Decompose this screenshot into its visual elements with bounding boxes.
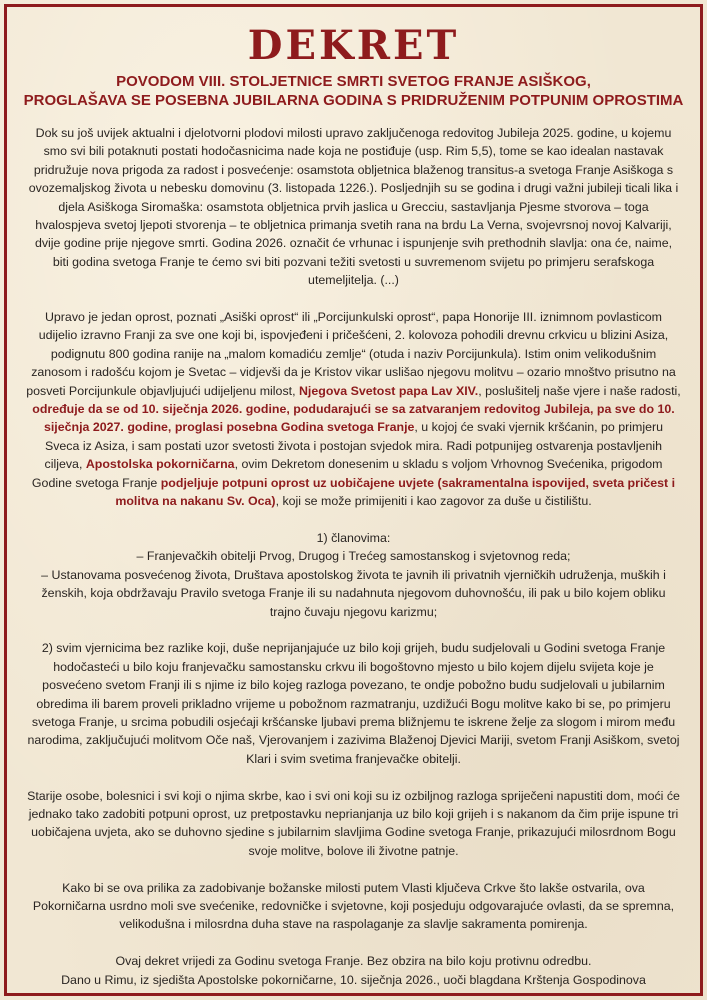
penitentiary-highlight: Apostolska pokorničarna xyxy=(85,457,235,472)
year-proclamation-highlight: određuje da se od 10. siječnja 2026. godine, podudarajući se sa zatvaranjem redovitog Jubileja, pa sve do 10. siječnja 2027. godine, proglasi posebna Godina svetoga Franje xyxy=(32,402,675,435)
indulgence-conditions-highlight: podjeljuje potpuni oprost uz uobičajene uvjete (sakramentalna ispovijed, sveta pričest i molitva na nakanu Sv. Oca) xyxy=(115,475,676,509)
paragraph-all-faithful: 2) svim vjernicima bez razlike koji, duše neprijanjajuće uz bilo koji grijeh, budu sudjelovali u Godini svetoga Franje hodočasteći u bilo koju franjevačku samostansku crkvu ili bogoštovno mjesto u bilo kojem dijelu svijeta koje je posvećeno svetom Franji ili s njime iz bilo kojeg razloga povezano, te ondje pobožno budu sudjelovali u jubilarnim obredima ili barem proveli prikladno vrijeme u pobožnom razmatranju, uzdižući Bogu molitve kako bi se, po primjeru svetoga Franje, u srcima pobudili osjećaji kršćanske ljubavi prema bližnjemu te iskrene želje za slogom i mirom među narodima, zaključujući molitvom Oče naš, Vjerovanjem i zazivima Blaženoj Djevici Mariji, svetom Franji Asiškom, svetoj Klari i svim svetima franjevačke obitelji. xyxy=(27,641,680,766)
paragraph-elderly-sick: Starije osobe, bolesnici i svi koji o njima skrbe, kao i svi oni koji su iz ozbiljnog razloga spriječeni napustiti dom, moći će jednako tako zadobiti potpuni oprost, uz pretpostavku neprianjanja uz bilo koji grijeh i s nakanom da čim prije ispune tri uobičajena uvjeta, ako se duhovno sjedine s jubilarnim slavljima Godine svetoga Franje, prikazujući milosrdnom Bogu svoje molitve, bolove ili životne patnje. xyxy=(27,788,680,858)
members-item-2: – Ustanovama posvećenog života, Društava apostolskog života te javnih ili privatnih vjerničkih udruženja, muških i ženskih, koja obdržavaju Pravilo svetoga Franje ili su nadahnuta njegovom duhovnošću, ili pak u bilo kojem obliku trajno čuvaju njegovu karizmu; xyxy=(41,567,666,619)
members-item-1: – Franjevačkih obitelji Prvog, Drugog i Trećeg samostanskog i svjetovnog reda; xyxy=(136,549,571,564)
paragraph-members xyxy=(26,529,681,621)
page-subtitle xyxy=(10,72,697,110)
decree-text-5: , koji se može primijeniti i kao zagovor za duše u čistilištu. xyxy=(275,494,592,509)
subtitle-line-1: POVODOM VIII. STOLJETNICE SMRTI SVETOG FRANJE ASIŠKOG, xyxy=(116,73,591,90)
decree-text-3: , u kojoj će svaki vjernik kršćanin, po primjeru Sveca iz Asiza, i sam postati uzor svetosti života i postojan svjedok mira. Radi potpunijeg ostvarenja postavljenih ciljeva, xyxy=(44,420,664,472)
paragraph-introduction: Dok su još uvijek aktualni i djelotvorni plodovi milosti upravo zaključenoga redovitog Jubileja 2025. godine, u kojemu smo svi bili potaknuti postati hodočasnicima nade koja ne postiđuje (usp. Rim 5,5), tome se kao idealan nastavak pridružuje nova prigoda za radost i posvećenje: osamstota obljetnica blaženog transitus-a svetoga Franje Asiškoga s ovozemaljskog života u nebesku domovinu (3. listopada 1226.). Posljednjih su se godina i drugi važni jubileji ticali lika i djela Asiškoga Siromaška: osamstota obljetnica prvih jaslica u Grecciu, sastavljanja Pjesme stvorova – toga hvalospjeva svetoj ljepoti stvorenja – te obljetnica primanja svetih rana na brdu La Verna, svojevrsnoj novoj Kalvariji, dvije godine prije njegove smrti. Godina 2026. označit će vrhunac i ispunjenje svih prethodnih slavlja: ona će, naime, biti godina svetoga Franje te ćemo svi biti pozvani težiti svetosti u suvremenom svijetu po primjeru serafskoga utemeljitelja. (...) xyxy=(28,126,679,288)
paragraph-closing xyxy=(26,952,681,989)
page-title: DEKRET xyxy=(247,22,460,69)
closing-validity: Ovaj dekret vrijedi za Godinu svetoga Franje. Bez obzira na bilo koju protivnu odredbu. xyxy=(115,954,592,969)
paragraph-priests: Kako bi se ova prilika za zadobivanje božanske milosti putem Vlasti ključeva Crkve što lakše ostvarila, ova Pokorničarna usrdno moli sve svećenike, redovničke i svjetovne, koji posjeduju odgovarajuće ovlasti, da se spremna, velikodušna i milosrdna duha stave na raspolaganje za slavlje sakramenta pomirenja. xyxy=(32,880,675,932)
decree-text-1: Upravo je jedan oprost, poznati „Asiški oprost“ ili „Porcijunkulski oprost“, papa Honorije III. iznimnom povlasticom udijelio izravno Franji za sve one koji bi, ispovjeđeni i pričešćeni, 2. kolovoza pohodili drevnu crkvicu u blizini Asiza, podignutu 800 godina ranije na „malom komadiću zemlje“ (otuda i naziv Porcijunkula). Istim onim velikodušnim zanosom i radošću kojom je Svetac – vidjevši da je Kristov vikar uslišao njegovu molitvu – ozario mnoštvo prisutno na posveti Porcijunkule objavljujući udijeljenu milost, xyxy=(26,310,676,398)
closing-date-place: Dano u Rimu, iz sjedišta Apostolske pokorničarne, 10. siječnja 2026., uoči blagdana Krštenja Gospodinova xyxy=(61,972,646,987)
pope-name-highlight: Njegova Svetost papa Lav XIV. xyxy=(298,383,479,398)
decree-text-2: , poslušitelj naše vjere i naše radosti, xyxy=(478,383,681,398)
members-heading: 1) članovima: xyxy=(316,530,391,545)
decree-text-4: , ovim Dekretom donesenim u skladu s voljom Vrhovnog Svećenika, prigodom Godine svetoga Franje xyxy=(31,457,663,490)
decree-body xyxy=(26,124,681,989)
paragraph-decree xyxy=(26,308,681,510)
subtitle-line-2: PROGLAŠAVA SE POSEBNA JUBILARNA GODINA S PRIDRUŽENIM POTPUNIM OPROSTIMA xyxy=(23,92,684,109)
